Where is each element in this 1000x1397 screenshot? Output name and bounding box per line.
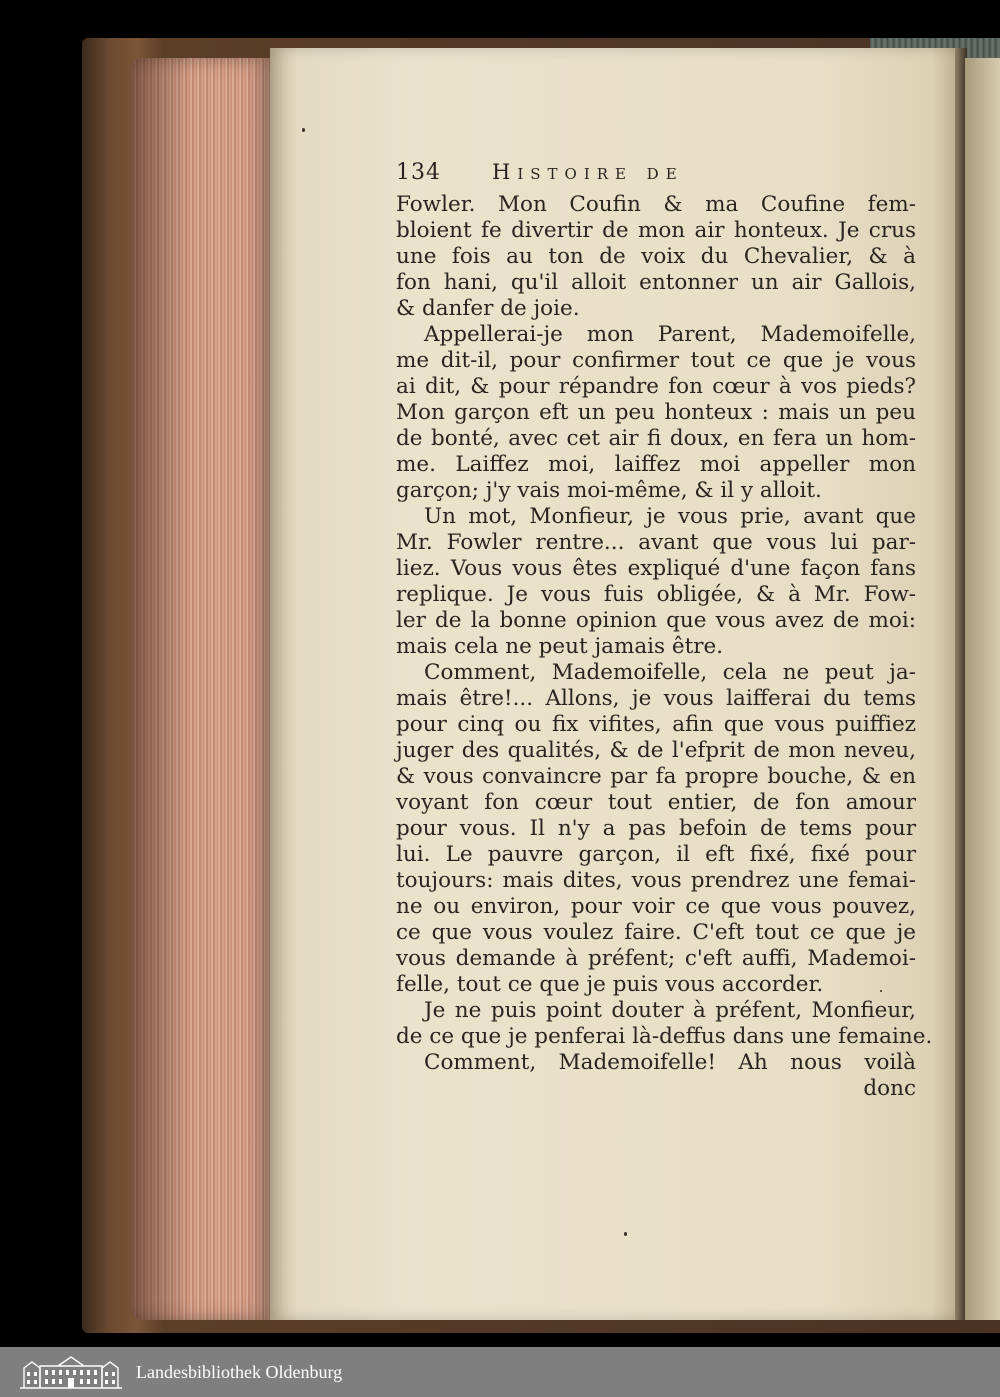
- footer-bar: [0, 1347, 1000, 1397]
- text-line: juger des qualités, & de l'efprit de mon neveu,: [396, 738, 916, 763]
- text-line: Appellerai-je mon Parent, Mademoifelle,: [424, 322, 916, 347]
- text-line: & danfer de joie.: [396, 296, 580, 321]
- text-line: mais cela ne peut jamais être.: [396, 634, 724, 659]
- text-line: lui. Le pauvre garçon, il eft fixé, fixé pour: [396, 842, 916, 867]
- running-head: [396, 160, 916, 190]
- catchword: donc: [863, 1076, 916, 1101]
- text-line: felle, tout ce que je puis vous accorder.: [396, 972, 824, 997]
- text-line: Comment, Mademoifelle, cela ne peut ja-: [424, 660, 916, 685]
- text-line: Fowler. Mon Coufin & ma Coufine fem-: [396, 192, 916, 217]
- text-line: Mon garçon eft un peu honteux : mais un peu: [396, 400, 916, 425]
- text-line: ce que vous voulez faire. C'eft tout ce que je: [396, 920, 916, 945]
- text-line: Je ne puis point douter à préfent, Monfieur,: [424, 998, 916, 1023]
- text-line: me dit-il, pour confirmer tout ce que je vous: [396, 348, 916, 373]
- paper-speck: [302, 128, 305, 132]
- page-number: 134: [396, 160, 441, 185]
- text-line: vous demande à préfent; c'eft auffi, Mademoi-: [396, 946, 916, 971]
- text-line: Comment, Mademoifelle! Ah nous voilà: [424, 1050, 916, 1075]
- text-line: fon hani, qu'il alloit entonner un air Gallois,: [396, 270, 916, 295]
- page-heading: Histoire de: [492, 160, 684, 184]
- text-line: ai dit, & pour répandre fon cœur à vos pieds?: [396, 374, 916, 399]
- text-line: replique. Je vous fuis obligée, & à Mr. Fow-: [396, 582, 916, 607]
- text-line: mais être!... Allons, je vous laifferai du tems: [396, 686, 916, 711]
- text-line: pour cinq ou fix vifites, afin que vous puiffiez: [396, 712, 916, 737]
- text-line: liez. Vous vous êtes expliqué d'une façon fans: [396, 556, 916, 581]
- library-building-icon: [18, 1354, 124, 1390]
- text-line: bloient fe divertir de mon air honteux. Je crus: [396, 218, 916, 243]
- text-line: toujours: mais dites, vous prendrez une femai-: [396, 868, 916, 893]
- text-line: ler de la bonne opinion que vous avez de moi:: [396, 608, 916, 633]
- text-line: voyant fon cœur tout entier, de fon amour: [396, 790, 916, 815]
- text-line: de ce que je penferai là-deffus dans une femaine.: [396, 1024, 933, 1049]
- facing-page: [965, 58, 1000, 1320]
- library-name[interactable]: Landesbibliothek Oldenburg: [136, 1361, 343, 1382]
- text-line: de bonté, avec cet air fi doux, en fera un hom-: [396, 426, 916, 451]
- text-line: ne ou environ, pour voir ce que vous pouvez,: [396, 894, 916, 919]
- text-line: Un mot, Monfieur, je vous prie, avant que: [424, 504, 916, 529]
- text-line: & vous convaincre par fa propre bouche, & en: [396, 764, 916, 789]
- text-line: pour vous. Il n'y a pas befoin de tems pour: [396, 816, 916, 841]
- paper-speck: [624, 1232, 627, 1236]
- text-line: me. Laiffez moi, laiffez moi appeller mon: [396, 452, 916, 477]
- page-text: [396, 160, 933, 1102]
- text-line: Mr. Fowler rentre... avant que vous lui par-: [396, 530, 916, 555]
- text-line: une fois au ton de voix du Chevalier, & à: [396, 244, 916, 269]
- page-edges-shadow: [132, 58, 192, 1320]
- text-line: garçon; j'y vais moi-même, & il y alloit.: [396, 478, 822, 503]
